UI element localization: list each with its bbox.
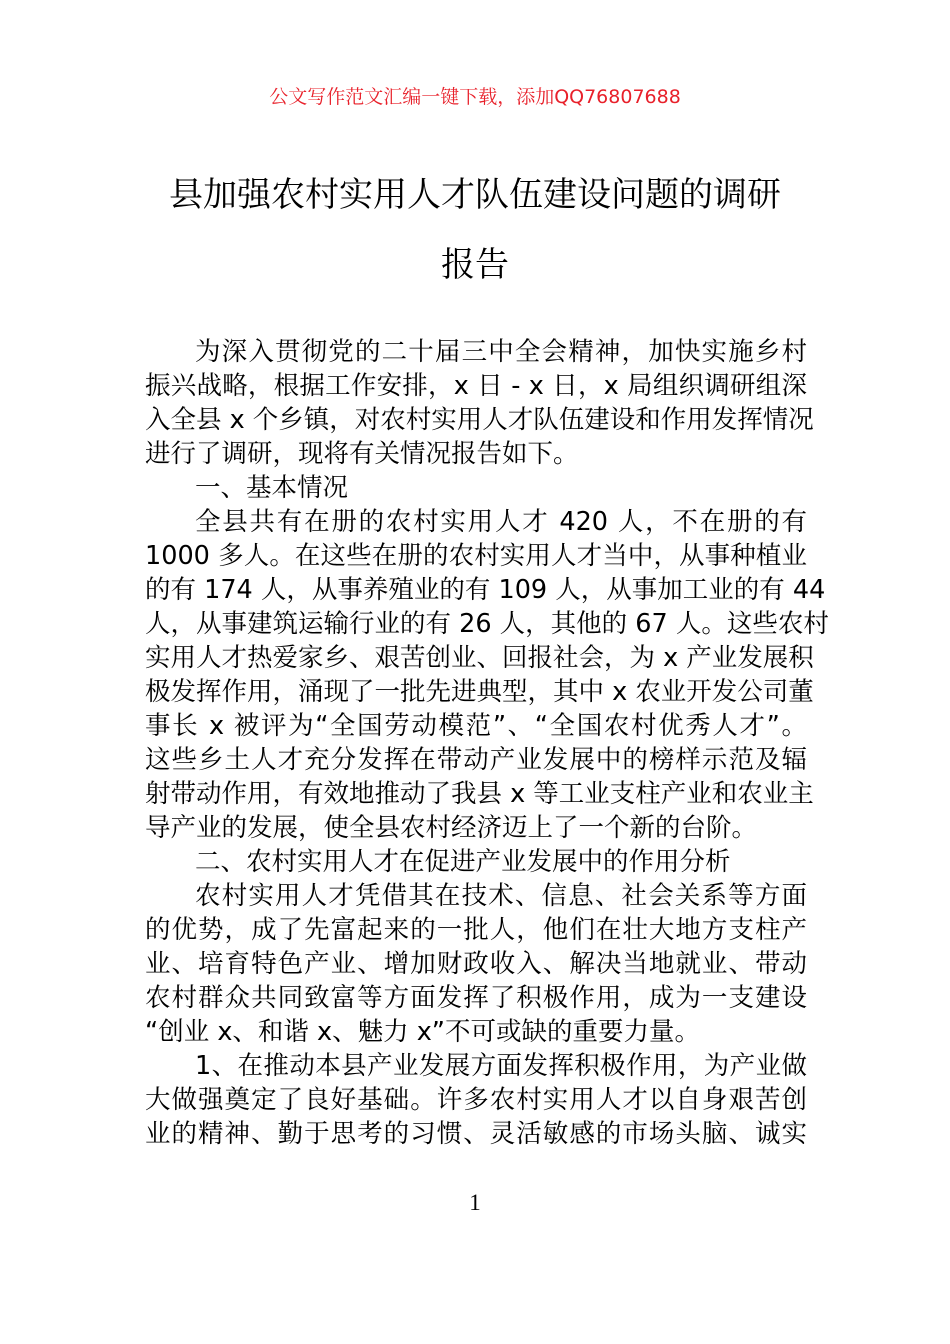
text-line: 业、培育特色产业、增加财政收入、解决当地就业、带动 [145, 949, 807, 979]
text-line: 农村实用人才凭借其在技术、信息、社会关系等方面 [195, 881, 807, 911]
text-line: 事长 x 被评为“全国劳动模范”、“全国农村优秀人才”。 [145, 711, 807, 741]
text-line: 极发挥作用，涌现了一批先进典型，其中 x 农业开发公司董 [145, 677, 814, 707]
paragraph-basic-situation [145, 505, 829, 845]
text-line: 为深入贯彻党的二十届三中全会精神，加快实施乡村 [195, 337, 807, 367]
text-line: 人，从事建筑运输行业的有 26 人，其他的 67 人。这些农村 [145, 609, 829, 639]
document-body [145, 335, 829, 1151]
text-line: 进行了调研，现将有关情况报告如下。 [145, 439, 579, 469]
text-line: 业的精神、勤于思考的习惯、灵活敏感的市场头脑、诚实 [145, 1119, 807, 1149]
text-line: 全县共有在册的农村实用人才 420 人，不在册的有 [195, 507, 807, 537]
text-line: 这些乡土人才充分发挥在带动产业发展中的榜样示范及辐 [145, 745, 807, 775]
paragraph-point-1 [145, 1049, 807, 1151]
text-line: 1、在推动本县产业发展方面发挥积极作用，为产业做 [195, 1051, 807, 1081]
page-number: 1 [469, 1190, 481, 1215]
text-line: 大做强奠定了良好基础。许多农村实用人才以自身艰苦创 [145, 1085, 807, 1115]
section-heading-role-analysis: 二、农村实用人才在促进产业发展中的作用分析 [195, 847, 731, 877]
paragraph-role-analysis [145, 879, 807, 1049]
download-watermark: 公文写作范文汇编一键下载，添加QQ76807688 [269, 86, 681, 108]
text-line: 振兴战略，根据工作安排，x 日 - x 日，x 局组织调研组深 [145, 371, 807, 401]
text-line: 导产业的发展，使全县农村经济迈上了一个新的台阶。 [145, 813, 758, 843]
document-title-line-1: 县加强农村实用人才队伍建设问题的调研 [169, 175, 781, 215]
text-line: 农村群众共同致富等方面发挥了积极作用，成为一支建设 [145, 983, 807, 1013]
text-line: 的优势，成了先富起来的一批人，他们在壮大地方支柱产 [145, 915, 807, 945]
text-line: “创业 x、和谐 x、魅力 x”不可或缺的重要力量。 [145, 1017, 701, 1047]
paragraph-intro [145, 335, 814, 471]
document-title-line-2: 报告 [441, 245, 509, 285]
text-line: 的有 174 人，从事养殖业的有 109 人，从事加工业的有 44 [145, 575, 826, 605]
text-line: 1000 多人。在这些在册的农村实用人才当中，从事种植业 [145, 541, 807, 571]
section-heading-basic-situation: 一、基本情况 [195, 473, 349, 503]
text-line: 射带动作用，有效地推动了我县 x 等工业支柱产业和农业主 [145, 779, 814, 809]
text-line: 入全县 x 个乡镇，对农村实用人才队伍建设和作用发挥情况 [145, 405, 814, 435]
text-line: 实用人才热爱家乡、艰苦创业、回报社会，为 x 产业发展积 [145, 643, 814, 673]
